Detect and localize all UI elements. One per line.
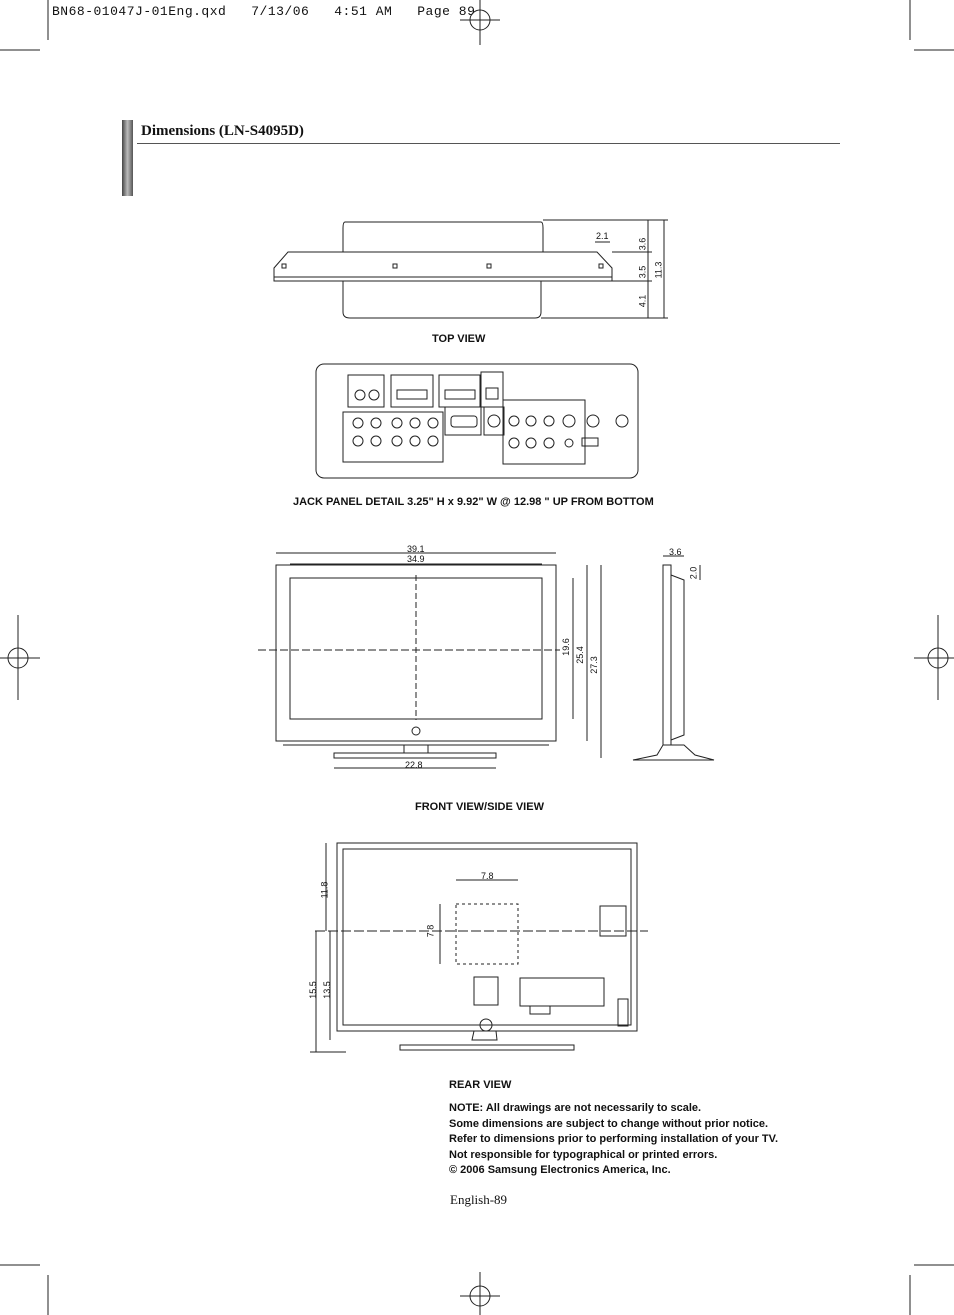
note-line: Refer to dimensions prior to performing installation of your TV. [449,1133,779,1145]
dim-front-34-9: 34.9 [407,554,425,564]
note-line: Not responsible for typographical or printed errors. [449,1148,718,1161]
dim-front-22-8: 22.8 [405,760,423,770]
rear-view-drawing [307,843,648,1052]
dim-top-11-3: 11.3 [653,261,664,279]
dim-rear-7-8-horizontal: 7.8 [481,871,494,881]
page-title: Dimensions (LN-S4095D) [141,123,304,139]
top-view-drawing [274,220,668,318]
dim-front-19-6: 19.6 [560,638,571,656]
dim-top-2-1: 2.1 [596,231,609,241]
notes-block [449,1101,778,1179]
print-header: BN68-01047J-01Eng.qxd 7/13/06 4:51 AM Page 89 [52,4,476,19]
caption-rear-view: REAR VIEW [449,1079,512,1091]
caption-jack-panel: JACK PANEL DETAIL 3.25" H x 9.92" W @ 12.98 " UP FROM BOTTOM [293,496,654,508]
dim-rear-7-8-vertical: 7.8 [425,924,436,938]
dim-front-25-4: 25.4 [574,646,585,664]
dim-front-39-1: 39.1 [407,544,425,554]
note-line: Some dimensions are subject to change without prior notice. [449,1117,769,1130]
note-line: NOTE: All drawings are not necessarily to scale. [449,1102,702,1114]
dim-side-2-0: 2.0 [688,566,699,580]
note-line: © 2006 Samsung Electronics America, Inc. [449,1164,671,1176]
side-view-drawing [633,556,714,760]
dim-rear-11-8: 11.8 [319,881,330,899]
dim-rear-13-5: 13.5 [321,981,332,999]
dim-front-27-3: 27.3 [588,656,599,674]
dim-top-4-1: 4.1 [637,294,648,308]
dim-top-3-6: 3.6 [637,237,648,251]
front-view-drawing [258,553,601,768]
dim-side-3-6: 3.6 [669,547,682,557]
caption-front-side-view: FRONT VIEW/SIDE VIEW [415,801,544,813]
page-number: English-89 [450,1192,508,1207]
dim-top-3-5: 3.5 [637,265,648,279]
jack-panel-drawing [316,364,638,478]
dim-rear-15-5: 15.5 [307,981,318,999]
caption-top-view: TOP VIEW [432,333,486,345]
